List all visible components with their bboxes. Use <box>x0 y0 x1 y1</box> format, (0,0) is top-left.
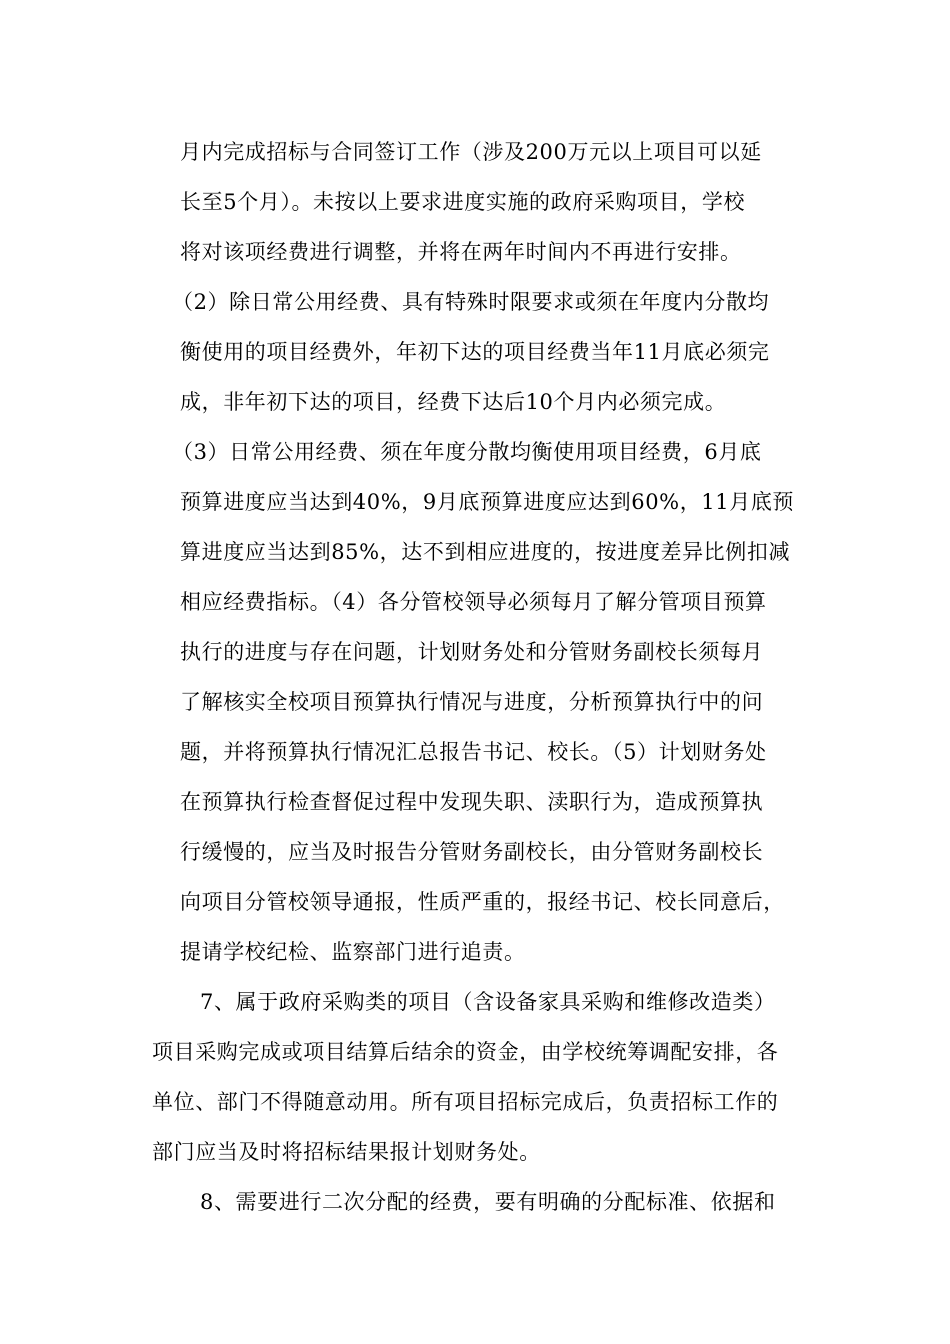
text-line-11: 执行的进度与存在问题，计划财务处和分管财务副校长须每月 <box>180 640 764 664</box>
text-line-7: （3）日常公用经费、须在年度分散均衡使用项目经费，6月底 <box>172 440 762 464</box>
text-line-19: 项目采购完成或项目结算后结余的资金，由学校统筹调配安排，各 <box>152 1040 779 1064</box>
text-line-17: 提请学校纪检、监察部门进行追责。 <box>180 940 526 964</box>
text-line-22: 8、需要进行二次分配的经费，要有明确的分配标准、依据和 <box>200 1190 776 1214</box>
text-line-5: 衡使用的项目经费外，年初下达的项目经费当年11月底必须完 <box>180 340 770 364</box>
text-line-9: 算进度应当达到85%，达不到相应进度的，按进度差异比例扣减 <box>180 540 791 564</box>
text-line-4: （2）除日常公用经费、具有特殊时限要求或须在年度内分散均 <box>172 290 770 314</box>
text-line-18: 7、属于政府采购类的项目（含设备家具采购和维修改造类） <box>200 990 776 1014</box>
text-line-3: 将对该项经费进行调整，并将在两年时间内不再进行安排。 <box>180 240 742 264</box>
text-line-2: 长至5个月）。未按以上要求进度实施的政府采购项目，学校 <box>180 190 746 214</box>
text-line-6: 成，非年初下达的项目，经费下达后10个月内必须完成。 <box>180 390 727 414</box>
text-line-1: 月内完成招标与合同签订工作（涉及200万元以上项目可以延 <box>180 140 762 164</box>
text-line-15: 行缓慢的，应当及时报告分管财务副校长，由分管财务副校长 <box>180 840 764 864</box>
text-line-12: 了解核实全校项目预算执行情况与进度，分析预算执行中的问 <box>180 690 764 714</box>
text-line-21: 部门应当及时将招标结果报计划财务处。 <box>152 1140 541 1164</box>
text-line-20: 单位、部门不得随意动用。所有项目招标完成后，负责招标工作的 <box>152 1090 779 1114</box>
text-line-8: 预算进度应当达到40%，9月底预算进度应达到60%，11月底预 <box>180 490 795 514</box>
text-line-16: 向项目分管校领导通报，性质严重的，报经书记、校长同意后， <box>180 890 785 914</box>
text-line-10: 相应经费指标。（4）各分管校领导必须每月了解分管项目预算 <box>180 590 767 614</box>
text-line-13: 题，并将预算执行情况汇总报告书记、校长。（5）计划财务处 <box>180 740 767 764</box>
text-line-14: 在预算执行检查督促过程中发现失职、渎职行为，造成预算执 <box>180 790 764 814</box>
